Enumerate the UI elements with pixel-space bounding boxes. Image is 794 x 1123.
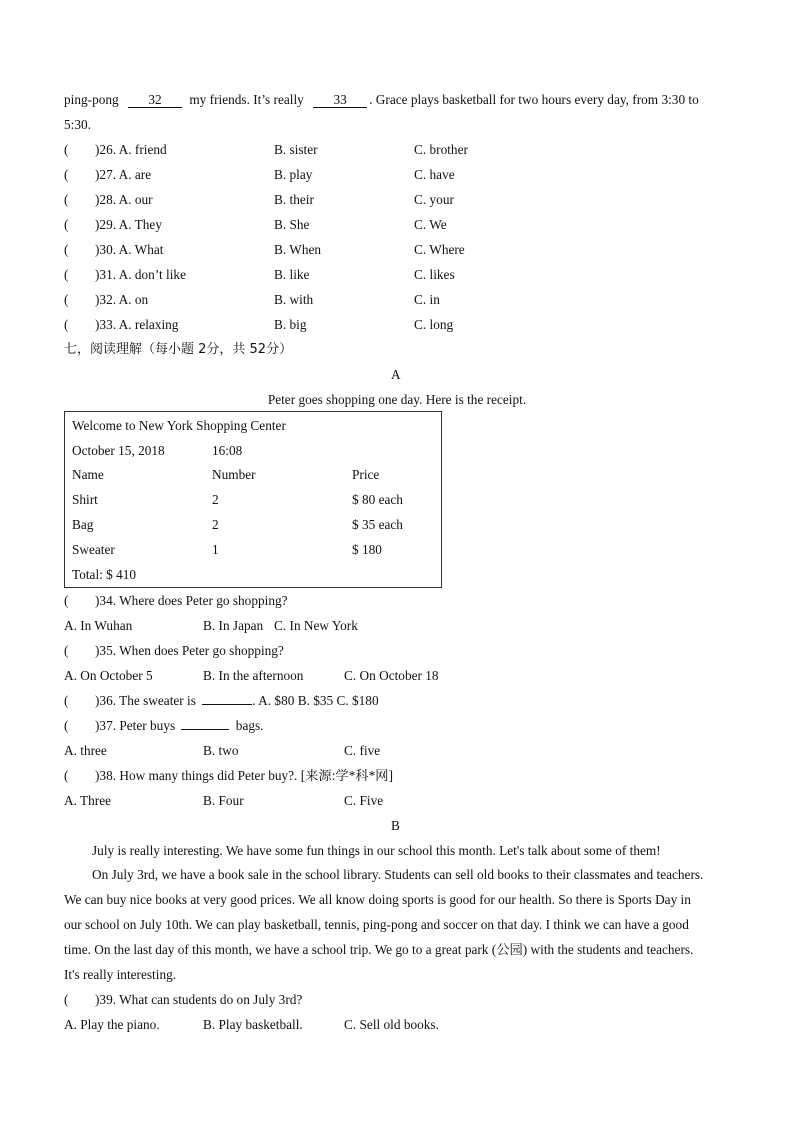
passage-b-line: On July 3rd, we have a book sale in the school library. Students can sell old books to their classmates and teachers.	[92, 867, 704, 882]
option-b[interactable]: B. big	[274, 317, 307, 332]
option-b[interactable]: B. with	[274, 292, 314, 307]
receipt-item-price: $ 180	[352, 542, 382, 557]
cloze-text-prefix: ping-pong	[64, 92, 119, 107]
option-a[interactable]: A. Play the piano.	[64, 1017, 160, 1032]
option-c[interactable]: C. Five	[344, 793, 384, 808]
question-26: )26. A. friend	[95, 142, 167, 157]
option-c[interactable]: C. five	[344, 743, 381, 758]
receipt-total: Total: $ 410	[72, 567, 137, 582]
option-c[interactable]: C. On October 18	[344, 668, 439, 683]
receipt-item-number: 1	[212, 542, 219, 557]
cloze-text-suffix: . Grace plays basketball for two hours every day, from 3:30 to	[369, 92, 699, 107]
option-b[interactable]: B. like	[274, 267, 310, 282]
option-c[interactable]: C. your	[414, 192, 454, 207]
option-c[interactable]: C. brother	[414, 142, 468, 157]
question-36-text: )36. The sweater is	[95, 693, 196, 708]
option-b[interactable]: B. Four	[203, 793, 244, 808]
receipt-header-name: Name	[72, 467, 104, 482]
passage-a-intro: Peter goes shopping one day. Here is the receipt.	[267, 392, 527, 407]
passage-b-line: July is really interesting. We have some fun things in our school this month. Let's talk about some of them!	[92, 843, 661, 858]
answer-paren[interactable]: (	[64, 192, 69, 207]
blank-32[interactable]: 32	[128, 92, 182, 108]
question-29: )29. A. They	[95, 217, 162, 232]
answer-paren[interactable]: (	[64, 643, 69, 658]
option-b[interactable]: B. play	[274, 167, 313, 182]
receipt-item-name: Sweater	[72, 542, 115, 557]
question-37-tail: bags.	[235, 718, 264, 733]
option-c[interactable]: C. in	[414, 292, 440, 307]
receipt-time: 16:08	[212, 443, 243, 458]
section-heading: 七，阅读理解（每小题 2分，共 52分）	[64, 342, 293, 357]
receipt-header-price: Price	[352, 467, 380, 482]
question-32: )32. A. on	[95, 292, 149, 307]
option-c[interactable]: C. In New York	[274, 618, 358, 633]
receipt-item-number: 2	[212, 517, 219, 532]
option-a[interactable]: A. On October 5	[64, 668, 153, 683]
receipt-item-number: 2	[212, 492, 219, 507]
option-c[interactable]: C. likes	[414, 267, 455, 282]
answer-paren[interactable]: (	[64, 317, 69, 332]
answer-paren[interactable]: (	[64, 242, 69, 257]
option-b[interactable]: B. In the afternoon	[203, 668, 304, 683]
option-a[interactable]: A. Three	[64, 793, 112, 808]
option-b[interactable]: B. In Japan	[203, 618, 264, 633]
cloze-passage-line-2: 5:30.	[64, 117, 91, 132]
option-b[interactable]: B. their	[274, 192, 314, 207]
question-28: )28. A. our	[95, 192, 153, 207]
question-37	[95, 717, 264, 734]
cloze-text-mid: my friends. It’s really	[189, 92, 304, 107]
receipt-header-number: Number	[212, 467, 256, 482]
question-30: )30. A. What	[95, 242, 164, 257]
option-c[interactable]: C. Where	[414, 242, 465, 257]
answer-paren[interactable]: (	[64, 167, 69, 182]
option-c[interactable]: C. have	[414, 167, 455, 182]
question-31: )31. A. don’t like	[95, 267, 186, 282]
option-b[interactable]: B. She	[274, 217, 310, 232]
option-c[interactable]: C. Sell old books.	[344, 1017, 439, 1032]
option-a[interactable]: A. three	[64, 743, 107, 758]
question-36	[95, 692, 379, 709]
option-c[interactable]: C. We	[414, 217, 447, 232]
question-33: )33. A. relaxing	[95, 317, 179, 332]
answer-paren[interactable]: (	[64, 142, 69, 157]
answer-blank[interactable]	[202, 704, 252, 705]
answer-paren[interactable]: (	[64, 718, 69, 733]
option-b[interactable]: B. When	[274, 242, 322, 257]
cloze-passage-line	[64, 91, 699, 108]
option-a[interactable]: A. In Wuhan	[64, 618, 133, 633]
option-c[interactable]: C. long	[414, 317, 454, 332]
answer-paren[interactable]: (	[64, 217, 69, 232]
passage-b-line: We can buy nice books at very good prices. We all know doing sports is good for our health. So there is Sports Day in	[64, 892, 691, 907]
question-27: )27. A. are	[95, 167, 152, 182]
option-b[interactable]: B. Play basketball.	[203, 1017, 303, 1032]
answer-blank[interactable]	[181, 729, 229, 730]
question-36-options: . A. $80 B. $35 C. $180	[252, 693, 379, 708]
passage-b-line: our school on July 10th. We can play basketball, tennis, ping-pong and soccer on that day. I think we can have a good	[64, 917, 689, 932]
question-39: )39. What can students do on July 3rd?	[95, 992, 303, 1007]
question-38: )38. How many things did Peter buy?. [来源:学*科*网]	[95, 768, 394, 783]
question-34: )34. Where does Peter go shopping?	[95, 593, 288, 608]
option-b[interactable]: B. sister	[274, 142, 318, 157]
passage-b-line: time. On the last day of this month, we have a school trip. We go to a great park (公园) with the students and teachers.	[64, 942, 694, 957]
question-37-text: )37. Peter buys	[95, 718, 176, 733]
answer-paren[interactable]: (	[64, 768, 69, 783]
answer-paren[interactable]: (	[64, 292, 69, 307]
answer-paren[interactable]: (	[64, 593, 69, 608]
receipt-item-price: $ 80 each	[352, 492, 403, 507]
blank-33[interactable]: 33	[313, 92, 367, 108]
answer-paren[interactable]: (	[64, 992, 69, 1007]
passage-a-label: A	[391, 367, 401, 382]
option-b[interactable]: B. two	[203, 743, 239, 758]
answer-paren[interactable]: (	[64, 693, 69, 708]
passage-b-line: It's really interesting.	[64, 967, 177, 982]
question-35: )35. When does Peter go shopping?	[95, 643, 284, 658]
receipt-item-price: $ 35 each	[352, 517, 403, 532]
receipt-item-name: Bag	[72, 517, 94, 532]
receipt-title: Welcome to New York Shopping Center	[72, 418, 286, 433]
passage-b-label: B	[391, 818, 400, 833]
receipt-item-name: Shirt	[72, 492, 98, 507]
receipt-date: October 15, 2018	[72, 443, 165, 458]
answer-paren[interactable]: (	[64, 267, 69, 282]
